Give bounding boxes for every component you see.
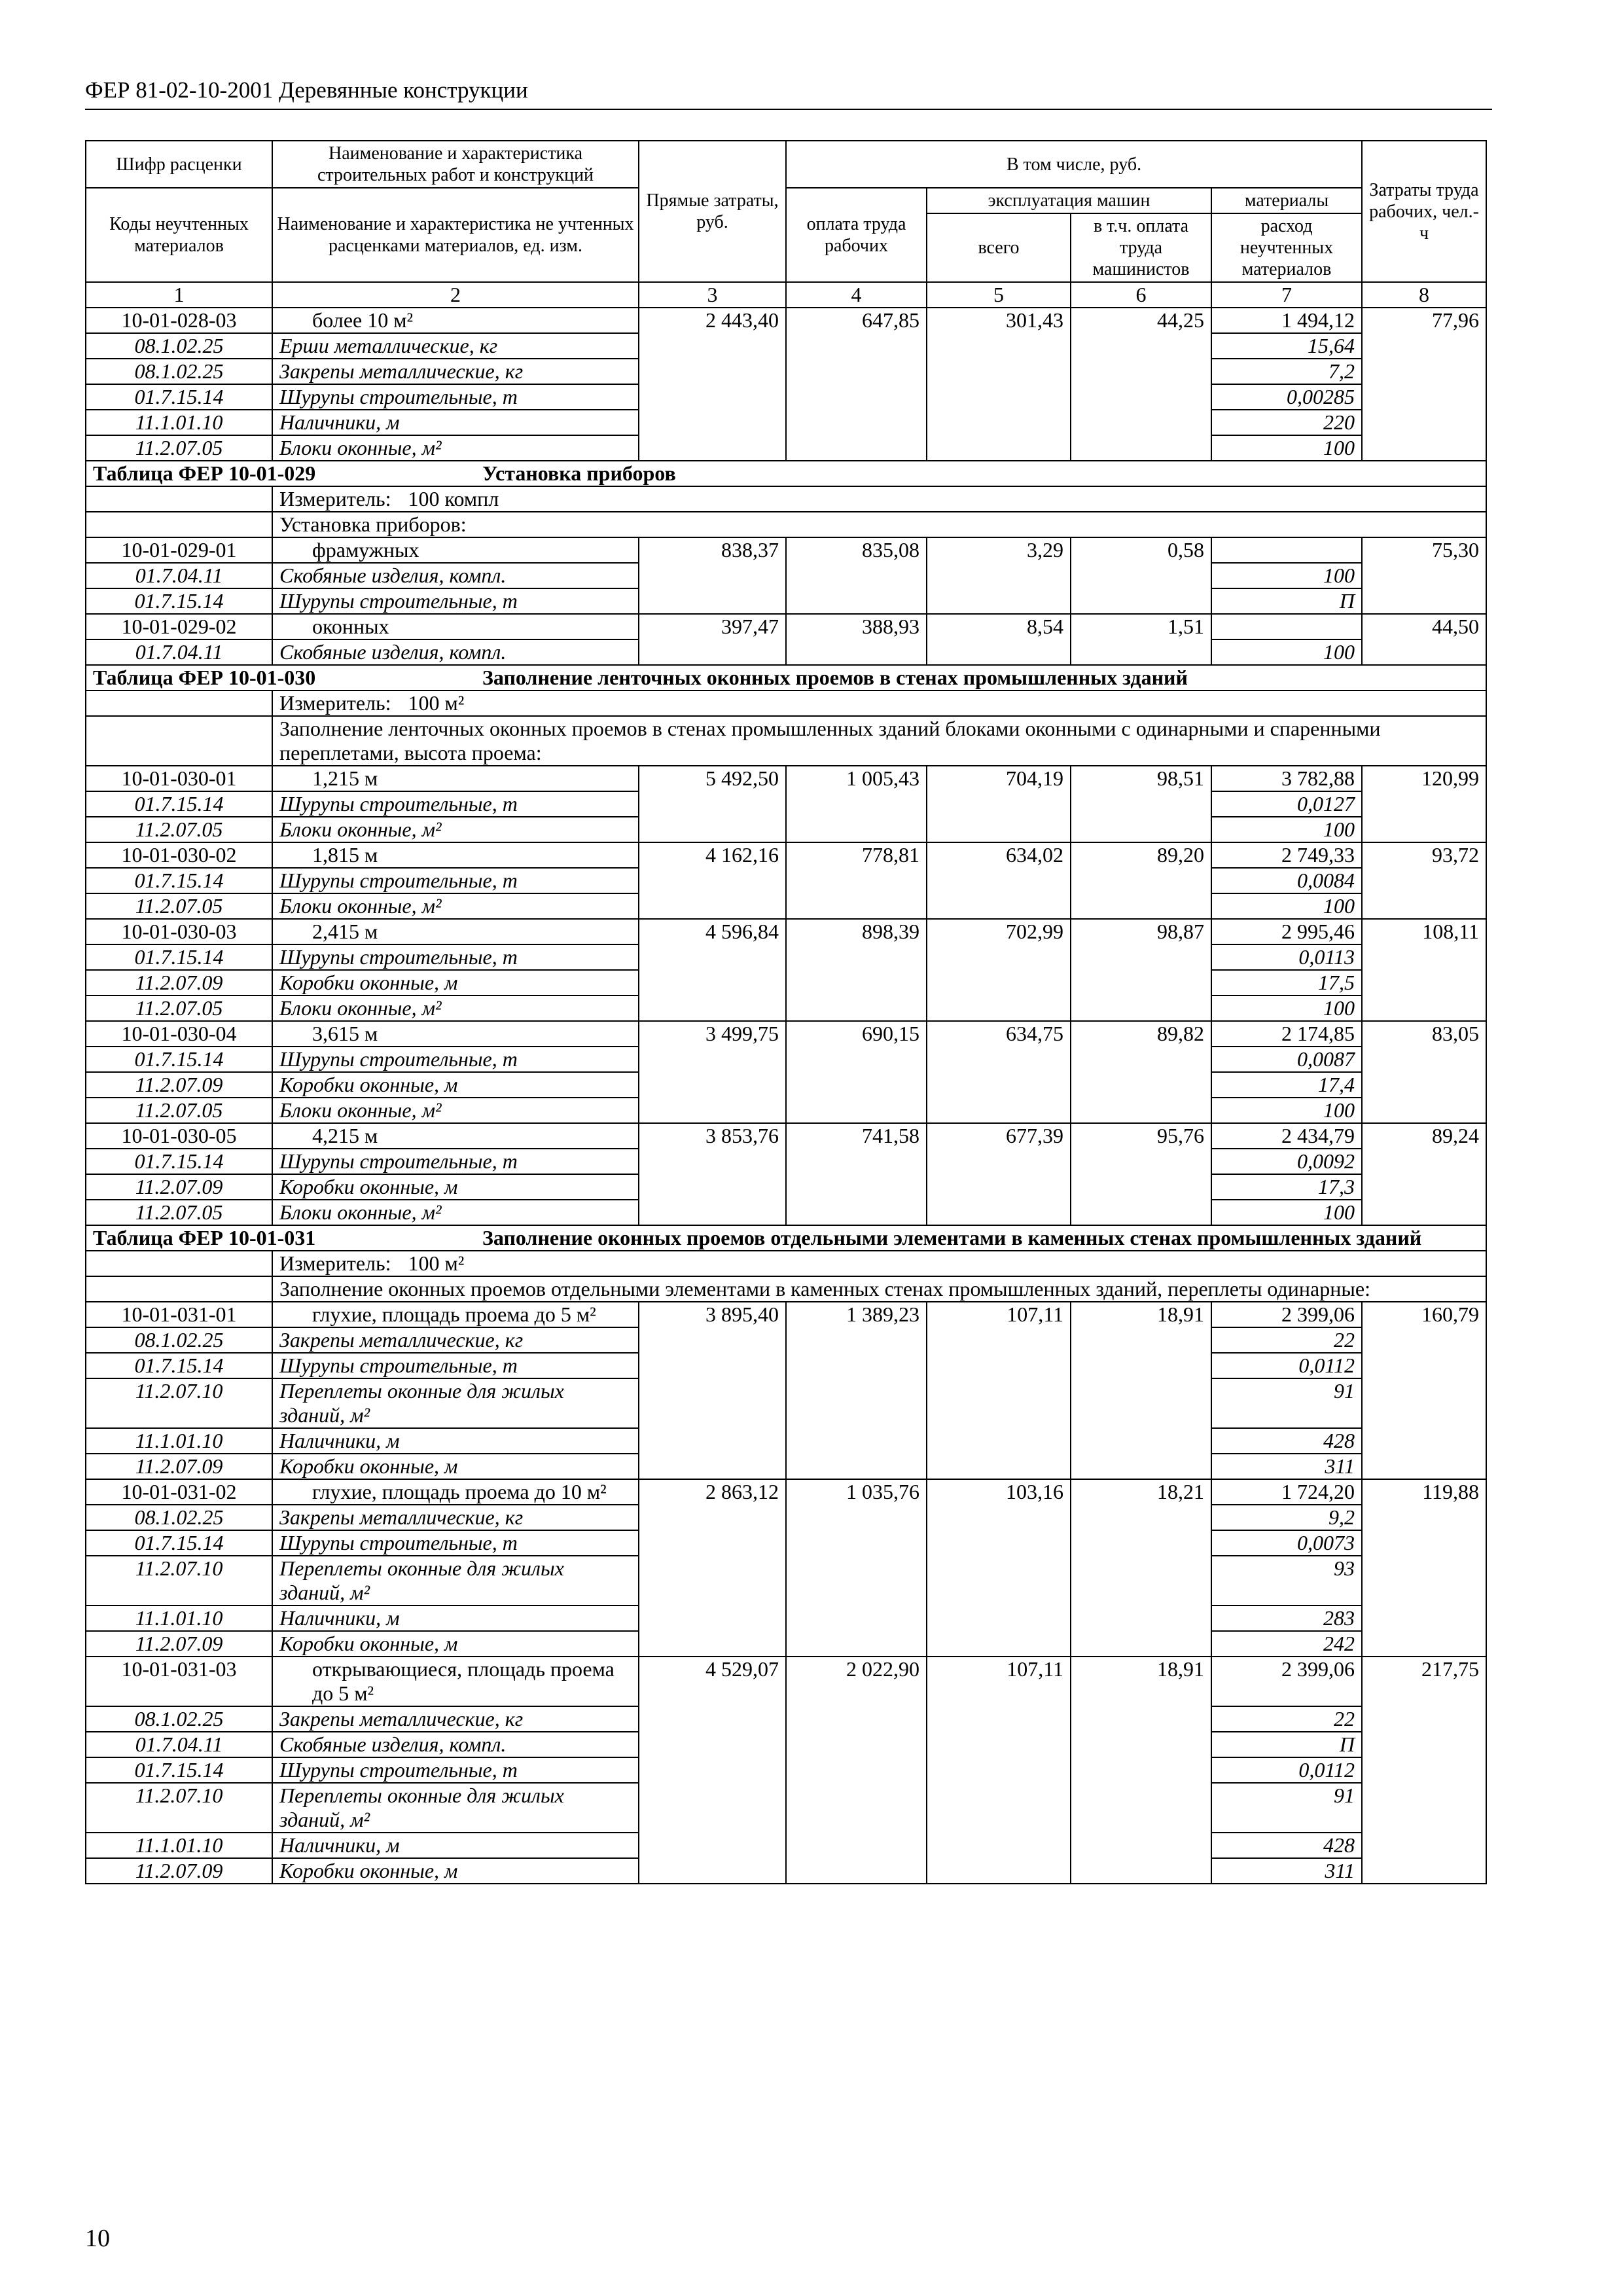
table-title-cell (86, 461, 1486, 486)
material-name: Коробки оконные, м (272, 1858, 639, 1884)
material-code: 01.7.15.14 (86, 944, 272, 970)
material-name: Скобяные изделия, компл. (272, 1732, 639, 1757)
col-name-bottom: Наименование и характеристика не учтенных расценками материалов, ед. изм. (272, 188, 639, 282)
material-name: Шурупы строительные, т (272, 1047, 639, 1072)
machine-cost: 634,02 (927, 842, 1071, 919)
machinist-pay: 18,91 (1071, 1302, 1211, 1479)
labor-hours: 77,96 (1362, 308, 1486, 461)
rate-name: 4,215 м (272, 1123, 639, 1149)
material-name: Шурупы строительные, т (272, 944, 639, 970)
material-code: 11.1.01.10 (86, 1428, 272, 1454)
col-num: 2 (272, 282, 639, 308)
rate-row (86, 766, 1486, 791)
material-code: 08.1.02.25 (86, 1505, 272, 1530)
machine-cost: 103,16 (927, 1479, 1071, 1657)
material-code: 01.7.15.14 (86, 1149, 272, 1174)
labor-pay: 690,15 (786, 1021, 927, 1123)
machine-cost: 3,29 (927, 537, 1071, 614)
material-code: 01.7.15.14 (86, 791, 272, 817)
material-use: 9,2 (1211, 1505, 1362, 1530)
measure-cell (272, 486, 1486, 512)
measure-cell (272, 1251, 1486, 1276)
material-use: П (1211, 588, 1362, 614)
rate-name: открывающиеся, площадь проема до 5 м² (272, 1657, 639, 1706)
rate-row (86, 537, 1486, 563)
material-name: Коробки оконные, м (272, 1174, 639, 1200)
material-code: 01.7.04.11 (86, 563, 272, 588)
measure-label: Измеритель: (279, 1251, 391, 1275)
material-use: 100 (1211, 1200, 1362, 1225)
materials-cost (1211, 537, 1362, 563)
machinist-pay: 1,51 (1071, 614, 1211, 665)
labor-hours: 44,50 (1362, 614, 1486, 665)
direct-cost: 3 499,75 (639, 1021, 786, 1123)
col-code-top: Шифр расценки (86, 141, 272, 188)
material-code: 01.7.15.14 (86, 1530, 272, 1556)
material-code: 11.2.07.10 (86, 1783, 272, 1833)
material-code: 11.1.01.10 (86, 1605, 272, 1631)
material-code: 11.2.07.05 (86, 1200, 272, 1225)
material-use: 100 (1211, 639, 1362, 665)
material-name: Коробки оконные, м (272, 970, 639, 996)
table-code: Таблица ФЕР 10-01-030 (93, 666, 316, 689)
col-labor-pay: оплата труда рабочих (786, 188, 927, 282)
material-code: 11.2.07.09 (86, 1858, 272, 1884)
rate-row (86, 614, 1486, 639)
work-description: Установка приборов: (272, 512, 1486, 537)
direct-cost: 838,37 (639, 537, 786, 614)
material-code: 01.7.04.11 (86, 1732, 272, 1757)
direct-cost: 2 863,12 (639, 1479, 786, 1657)
material-use: 17,4 (1211, 1072, 1362, 1098)
material-code: 01.7.15.14 (86, 1757, 272, 1783)
material-code: 11.2.07.05 (86, 996, 272, 1021)
labor-pay: 647,85 (786, 308, 927, 461)
machine-cost: 107,11 (927, 1657, 1071, 1884)
material-code: 08.1.02.25 (86, 333, 272, 359)
machine-cost: 702,99 (927, 919, 1071, 1021)
material-name: Скобяные изделия, компл. (272, 639, 639, 665)
material-name: Шурупы строительные, т (272, 1530, 639, 1556)
material-name: Блоки оконные, м² (272, 817, 639, 842)
rate-name: оконных (272, 614, 639, 639)
material-name: Наличники, м (272, 1833, 639, 1858)
col-num: 7 (1211, 282, 1362, 308)
table-body (86, 308, 1486, 1884)
table-title-cell (86, 665, 1486, 691)
materials-cost: 2 749,33 (1211, 842, 1362, 868)
material-name: Закрепы металлические, кг (272, 1505, 639, 1530)
material-name: Блоки оконные, м² (272, 1098, 639, 1123)
material-code: 11.2.07.09 (86, 1631, 272, 1657)
material-name: Шурупы строительные, т (272, 1757, 639, 1783)
col-incl: В том числе, руб. (786, 141, 1362, 188)
page-header-title: ФЕР 81-02-10-2001 Деревянные конструкции (85, 77, 528, 103)
labor-hours: 217,75 (1362, 1657, 1486, 1884)
materials-cost: 1 494,12 (1211, 308, 1362, 333)
machine-cost: 634,75 (927, 1021, 1071, 1123)
col-num: 3 (639, 282, 786, 308)
material-use: 100 (1211, 893, 1362, 919)
col-mat-use: расход неучтенных материалов (1211, 213, 1362, 282)
material-use: 242 (1211, 1631, 1362, 1657)
description-row (86, 716, 1486, 766)
empty-cell (86, 486, 272, 512)
page-number: 10 (85, 2225, 110, 2252)
price-table (85, 140, 1487, 1884)
col-materials: материалы (1211, 188, 1362, 213)
material-code: 01.7.15.14 (86, 588, 272, 614)
material-name: Закрепы металлические, кг (272, 1327, 639, 1353)
col-machines: эксплуатация машин (927, 188, 1211, 213)
material-code: 11.2.07.05 (86, 893, 272, 919)
description-row (86, 1276, 1486, 1302)
material-name: Переплеты оконные для жилых зданий, м² (272, 1378, 639, 1428)
work-description: Заполнение оконных проемов отдельными элементами в каменных стенах промышленных зданий, переплеты одинарные: (272, 1276, 1486, 1302)
rate-name: более 10 м² (272, 308, 639, 333)
table-title-row (86, 1225, 1486, 1251)
machinist-pay: 98,87 (1071, 919, 1211, 1021)
material-code: 01.7.04.11 (86, 639, 272, 665)
materials-cost: 2 995,46 (1211, 919, 1362, 944)
machinist-pay: 0,58 (1071, 537, 1211, 614)
col-num: 5 (927, 282, 1071, 308)
measure-value: 100 м² (408, 691, 465, 715)
material-use: 22 (1211, 1706, 1362, 1732)
material-code: 11.2.07.09 (86, 1072, 272, 1098)
materials-cost: 3 782,88 (1211, 766, 1362, 791)
material-code: 11.2.07.05 (86, 435, 272, 461)
material-code: 11.2.07.09 (86, 1174, 272, 1200)
labor-hours: 75,30 (1362, 537, 1486, 614)
material-use: 91 (1211, 1378, 1362, 1428)
materials-cost: 2 399,06 (1211, 1657, 1362, 1706)
rate-row (86, 1657, 1486, 1706)
material-name: Блоки оконные, м² (272, 435, 639, 461)
material-name: Закрепы металлические, кг (272, 359, 639, 384)
labor-hours: 89,24 (1362, 1123, 1486, 1225)
direct-cost: 397,47 (639, 614, 786, 665)
material-name: Шурупы строительные, т (272, 588, 639, 614)
rate-row (86, 842, 1486, 868)
rate-code: 10-01-028-03 (86, 308, 272, 333)
rate-name: 1,815 м (272, 842, 639, 868)
material-name: Скобяные изделия, компл. (272, 563, 639, 588)
material-use: 311 (1211, 1454, 1362, 1479)
machinist-pay: 89,82 (1071, 1021, 1211, 1123)
labor-pay: 2 022,90 (786, 1657, 927, 1884)
table-title: Установка приборов (482, 461, 676, 485)
col-mach-total: всего (927, 213, 1071, 282)
material-code: 11.2.07.05 (86, 1098, 272, 1123)
direct-cost: 3 853,76 (639, 1123, 786, 1225)
material-use: 100 (1211, 435, 1362, 461)
material-use: 100 (1211, 817, 1362, 842)
measure-cell (272, 691, 1486, 716)
material-name: Переплеты оконные для жилых зданий, м² (272, 1783, 639, 1833)
material-use: 22 (1211, 1327, 1362, 1353)
materials-cost: 2 434,79 (1211, 1123, 1362, 1149)
material-use: 0,0112 (1211, 1353, 1362, 1378)
material-code: 08.1.02.25 (86, 359, 272, 384)
material-code: 01.7.15.14 (86, 868, 272, 893)
material-code: 01.7.15.14 (86, 1047, 272, 1072)
material-code: 01.7.15.14 (86, 384, 272, 410)
labor-hours: 93,72 (1362, 842, 1486, 919)
material-use: 311 (1211, 1858, 1362, 1884)
rate-code: 10-01-031-03 (86, 1657, 272, 1706)
measure-value: 100 компл (408, 487, 499, 511)
machinist-pay: 18,91 (1071, 1657, 1211, 1884)
material-use: 0,0073 (1211, 1530, 1362, 1556)
rate-row (86, 1479, 1486, 1505)
table-code: Таблица ФЕР 10-01-031 (93, 1226, 316, 1249)
rate-code: 10-01-029-01 (86, 537, 272, 563)
col-num: 8 (1362, 282, 1486, 308)
rate-code: 10-01-031-02 (86, 1479, 272, 1505)
material-code: 11.2.07.09 (86, 970, 272, 996)
empty-cell (86, 691, 272, 716)
materials-cost: 2 174,85 (1211, 1021, 1362, 1047)
labor-hours: 160,79 (1362, 1302, 1486, 1479)
col-num: 6 (1071, 282, 1211, 308)
labor-pay: 1 389,23 (786, 1302, 927, 1479)
material-name: Коробки оконные, м (272, 1454, 639, 1479)
labor-pay: 1 005,43 (786, 766, 927, 842)
material-use: 100 (1211, 563, 1362, 588)
material-name: Наличники, м (272, 410, 639, 435)
material-use: 0,00285 (1211, 384, 1362, 410)
work-description: Заполнение ленточных оконных проемов в стенах промышленных зданий блоками оконными с одинарными и спаренными переплетами, высота проема: (272, 716, 1486, 766)
measure-row (86, 486, 1486, 512)
col-num: 1 (86, 282, 272, 308)
material-use: 91 (1211, 1783, 1362, 1833)
rate-code: 10-01-029-02 (86, 614, 272, 639)
material-name: Коробки оконные, м (272, 1072, 639, 1098)
material-name: Закрепы металлические, кг (272, 1706, 639, 1732)
material-code: 08.1.02.25 (86, 1706, 272, 1732)
material-use: 428 (1211, 1833, 1362, 1858)
material-use: 17,3 (1211, 1174, 1362, 1200)
machine-cost: 704,19 (927, 766, 1071, 842)
materials-cost: 1 724,20 (1211, 1479, 1362, 1505)
material-name: Шурупы строительные, т (272, 1149, 639, 1174)
direct-cost: 4 596,84 (639, 919, 786, 1021)
material-name: Коробки оконные, м (272, 1631, 639, 1657)
material-use: 93 (1211, 1556, 1362, 1605)
materials-cost: 2 399,06 (1211, 1302, 1362, 1327)
machine-cost: 301,43 (927, 308, 1071, 461)
labor-pay: 1 035,76 (786, 1479, 927, 1657)
material-name: Шурупы строительные, т (272, 791, 639, 817)
direct-cost: 2 443,40 (639, 308, 786, 461)
material-name: Наличники, м (272, 1428, 639, 1454)
measure-label: Измеритель: (279, 487, 391, 511)
rate-name: фрамужных (272, 537, 639, 563)
table-title-row (86, 461, 1486, 486)
material-use: 15,64 (1211, 333, 1362, 359)
material-use: 0,0092 (1211, 1149, 1362, 1174)
empty-cell (86, 1251, 272, 1276)
rate-code: 10-01-030-04 (86, 1021, 272, 1047)
col-name-top: Наименование и характеристика строительных работ и конструкций (272, 141, 639, 188)
table-title-cell (86, 1225, 1486, 1251)
empty-cell (86, 512, 272, 537)
material-use: 7,2 (1211, 359, 1362, 384)
measure-row (86, 691, 1486, 716)
column-number-row (86, 282, 1486, 308)
machinist-pay: 89,20 (1071, 842, 1211, 919)
direct-cost: 4 529,07 (639, 1657, 786, 1884)
material-code: 11.1.01.10 (86, 1833, 272, 1858)
material-name: Шурупы строительные, т (272, 1353, 639, 1378)
rate-code: 10-01-030-03 (86, 919, 272, 944)
material-code: 11.2.07.10 (86, 1556, 272, 1605)
header-rule (85, 109, 1492, 110)
material-name: Блоки оконные, м² (272, 996, 639, 1021)
rate-row (86, 919, 1486, 944)
col-num: 4 (786, 282, 927, 308)
direct-cost: 4 162,16 (639, 842, 786, 919)
machinist-pay: 18,21 (1071, 1479, 1211, 1657)
description-row (86, 512, 1486, 537)
table-title: Заполнение ленточных оконных проемов в стенах промышленных зданий (482, 666, 1188, 689)
rate-name: 1,215 м (272, 766, 639, 791)
material-use: 0,0113 (1211, 944, 1362, 970)
table-code: Таблица ФЕР 10-01-029 (93, 461, 316, 485)
labor-hours: 120,99 (1362, 766, 1486, 842)
measure-row (86, 1251, 1486, 1276)
rate-code: 10-01-030-01 (86, 766, 272, 791)
material-name: Шурупы строительные, т (272, 384, 639, 410)
rate-name: 3,615 м (272, 1021, 639, 1047)
col-direct: Прямые затраты, руб. (639, 141, 786, 282)
labor-pay: 835,08 (786, 537, 927, 614)
direct-cost: 5 492,50 (639, 766, 786, 842)
materials-cost (1211, 614, 1362, 639)
empty-cell (86, 716, 272, 766)
material-use: 283 (1211, 1605, 1362, 1631)
material-name: Наличники, м (272, 1605, 639, 1631)
rate-code: 10-01-030-02 (86, 842, 272, 868)
measure-label: Измеритель: (279, 691, 391, 715)
material-use: 220 (1211, 410, 1362, 435)
material-code: 01.7.15.14 (86, 1353, 272, 1378)
rate-row (86, 1123, 1486, 1149)
labor-pay: 898,39 (786, 919, 927, 1021)
labor-pay: 741,58 (786, 1123, 927, 1225)
labor-hours: 108,11 (1362, 919, 1486, 1021)
table-title: Заполнение оконных проемов отдельными элементами в каменных стенах промышленных зданий (482, 1226, 1422, 1249)
material-code: 11.2.07.05 (86, 817, 272, 842)
rate-row (86, 1302, 1486, 1327)
material-use: 0,0084 (1211, 868, 1362, 893)
material-use: 0,0127 (1211, 791, 1362, 817)
machine-cost: 677,39 (927, 1123, 1071, 1225)
rate-row (86, 1021, 1486, 1047)
rate-row (86, 308, 1486, 333)
col-code-bottom: Коды неучтенных материалов (86, 188, 272, 282)
material-name: Блоки оконные, м² (272, 893, 639, 919)
material-use: 100 (1211, 996, 1362, 1021)
rate-name: глухие, площадь проема до 5 м² (272, 1302, 639, 1327)
material-name: Переплеты оконные для жилых зданий, м² (272, 1556, 639, 1605)
material-name: Ерши металлические, кг (272, 333, 639, 359)
material-use: 100 (1211, 1098, 1362, 1123)
labor-pay: 388,93 (786, 614, 927, 665)
material-use: 0,0112 (1211, 1757, 1362, 1783)
material-name: Шурупы строительные, т (272, 868, 639, 893)
material-code: 11.1.01.10 (86, 410, 272, 435)
measure-value: 100 м² (408, 1251, 465, 1275)
machinist-pay: 95,76 (1071, 1123, 1211, 1225)
machine-cost: 8,54 (927, 614, 1071, 665)
material-use: 0,0087 (1211, 1047, 1362, 1072)
labor-hours: 119,88 (1362, 1479, 1486, 1657)
col-mach-labor: в т.ч. оплата труда машинистов (1071, 213, 1211, 282)
material-use: 428 (1211, 1428, 1362, 1454)
rate-name: 2,415 м (272, 919, 639, 944)
table-head (86, 141, 1486, 308)
col-labor-cost: Затраты труда рабочих, чел.-ч (1362, 141, 1486, 282)
labor-hours: 83,05 (1362, 1021, 1486, 1123)
rate-name: глухие, площадь проема до 10 м² (272, 1479, 639, 1505)
machinist-pay: 44,25 (1071, 308, 1211, 461)
material-use: П (1211, 1732, 1362, 1757)
table-title-row (86, 665, 1486, 691)
rate-code: 10-01-031-01 (86, 1302, 272, 1327)
machinist-pay: 98,51 (1071, 766, 1211, 842)
rate-code: 10-01-030-05 (86, 1123, 272, 1149)
material-code: 08.1.02.25 (86, 1327, 272, 1353)
labor-pay: 778,81 (786, 842, 927, 919)
direct-cost: 3 895,40 (639, 1302, 786, 1479)
material-name: Блоки оконные, м² (272, 1200, 639, 1225)
empty-cell (86, 1276, 272, 1302)
machine-cost: 107,11 (927, 1302, 1071, 1479)
material-use: 17,5 (1211, 970, 1362, 996)
material-code: 11.2.07.09 (86, 1454, 272, 1479)
material-code: 11.2.07.10 (86, 1378, 272, 1428)
